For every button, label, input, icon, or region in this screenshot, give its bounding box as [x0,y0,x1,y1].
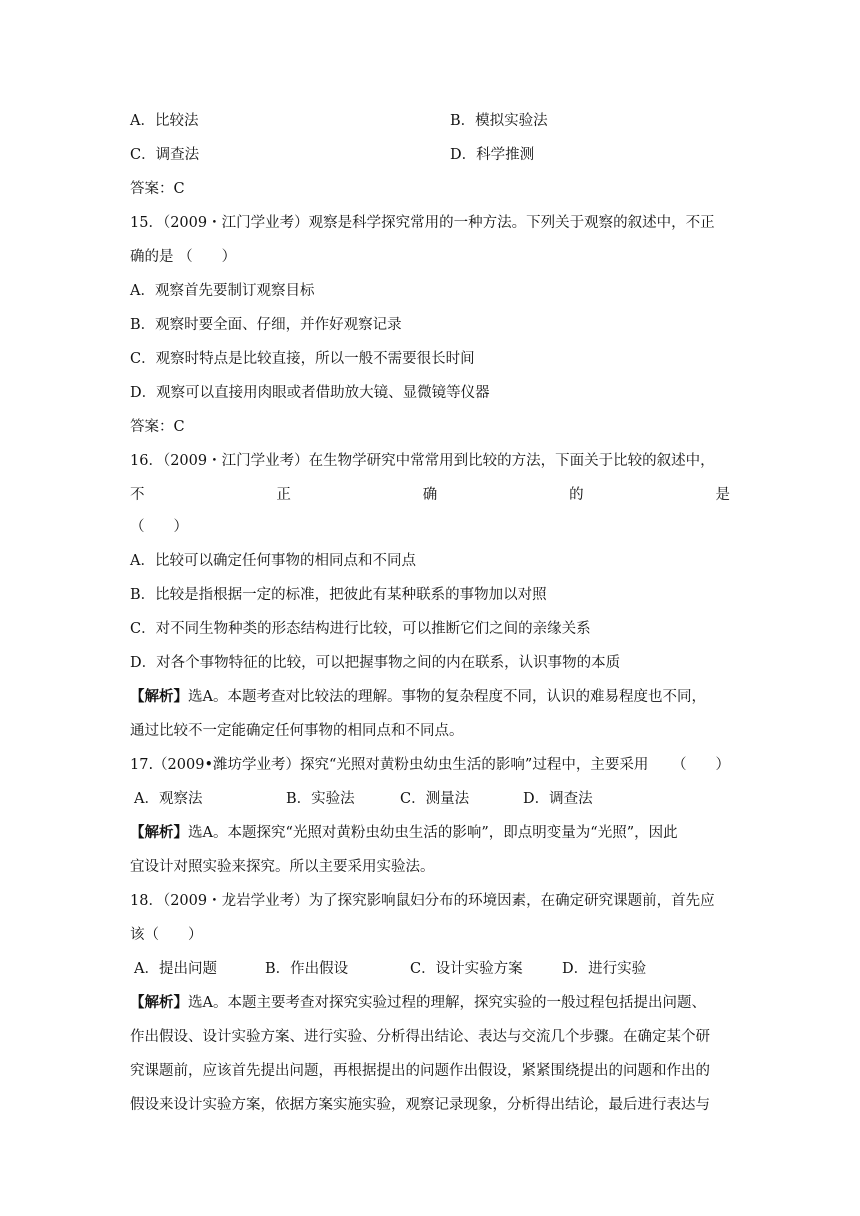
q16-option-a: A．比较可以确定任何事物的相同点和不同点 [130,553,416,569]
q14-options-row2 [130,145,730,165]
q17-explanation-line1 [130,823,730,843]
q14-answer: 答案：C [130,181,185,197]
q17-option-c: C．测量法 [400,791,470,807]
q14-option-c: C．调查法 [130,147,200,163]
q14-option-b: B．模拟实验法 [450,113,548,129]
q14-options-row1 [130,111,730,131]
q17-option-d: D．调查法 [523,791,593,807]
q16-option-c: C．对不同生物种类的形态结构进行比较，可以推断它们之间的亲缘关系 [130,621,591,637]
q16-char: 确 [422,487,438,503]
q15-stem-line2: 确的是 （ ） [130,249,237,265]
q15-stem-line1: 15．（2009・江门学业考）观察是科学探究常用的一种方法。下列关于观察的叙述中，不正 [130,215,715,231]
q16-char: 不 [130,487,145,503]
explanation-tag: 【解析】 [130,689,188,705]
q17-stem-line1 [130,755,730,775]
explanation-text: 选A。本题探究“光照对黄粉虫幼虫生活的影响”，即点明变量为“光照”，因此 [188,825,678,841]
q16-char: 正 [276,487,291,503]
q17-explanation-line2: 宜设计对照实验来探究。所以主要采用实验法。 [130,859,435,875]
q18-explanation-line4: 假设来设计实验方案，依据方案实施实验，观察记录现象，分析得出结论，最后进行表达与 [130,1097,710,1113]
q15-option-d: D．观察可以直接用肉眼或者借助放大镜、显微镜等仪器 [130,385,490,401]
explanation-tag: 【解析】 [130,995,188,1011]
q15-option-a: A．观察首先要制订观察目标 [130,283,315,299]
q16-char: 的 [569,487,584,503]
q15-answer: 答案：C [130,419,185,435]
q15-option-c: C．观察时特点是比较直接，所以一般不需要很长时间 [130,351,475,367]
q16-char: 是 [715,487,730,503]
explanation-text: 选A。本题主要考查对探究实验过程的理解，探究实验的一般过程包括提出问题、 [188,995,706,1011]
q16-explanation-line2: 通过比较不一定能确定任何事物的相同点和不同点。 [130,723,464,739]
q16-option-d: D．对各个事物特征的比较，可以把握事物之间的内在联系，认识事物的本质 [130,655,621,671]
q16-stem-line3: （ ） [130,519,188,535]
q15-option-b: B．观察时要全面、仔细，并作好观察记录 [130,317,402,333]
explanation-text: 选A。本题考查对比较法的理解。事物的复杂程度不同，认识的难易程度也不同， [188,689,706,705]
q17-option-b: B．实验法 [286,791,355,807]
q17-stem-text: 17.（2009•潍坊学业考）探究“光照对黄粉虫幼虫生活的影响”过程中，主要采用 [130,757,649,773]
q16-option-b: B．比较是指根据一定的标准，把彼此有某种联系的事物加以对照 [130,587,547,603]
q18-stem-line2: 该（ ） [130,927,203,943]
q18-explanation-line1 [130,993,730,1013]
q17-option-a: A．观察法 [134,791,203,807]
q17-answer-paren: （ ） [672,757,730,773]
q16-stem-line1: 16．（2009・江门学业考）在生物学研究中常常用到比较的方法，下面关于比较的叙述中， [130,453,715,469]
q18-option-b: B．作出假设 [265,961,349,977]
explanation-tag: 【解析】 [130,825,188,841]
q18-option-c: C．设计实验方案 [410,961,523,977]
q16-stem-line2 [130,485,730,505]
q18-option-a: A．提出问题 [134,961,217,977]
q14-option-a: A．比较法 [130,113,199,129]
q16-explanation-line1 [130,687,730,707]
q18-option-d: D．进行实验 [562,961,647,977]
q18-explanation-line3: 究课题前，应该首先提出问题，再根据提出的问题作出假设，紧紧围绕提出的问题和作出的 [130,1063,710,1079]
q18-stem-line1: 18．（2009・龙岩学业考）为了探究影响鼠妇分布的环境因素，在确定研究课题前，首先应 [130,893,715,909]
q14-option-d: D．科学推测 [450,147,535,163]
q18-explanation-line2: 作出假设、设计实验方案、进行实验、分析得出结论、表达与交流几个步骤。在确定某个研 [130,1029,710,1045]
